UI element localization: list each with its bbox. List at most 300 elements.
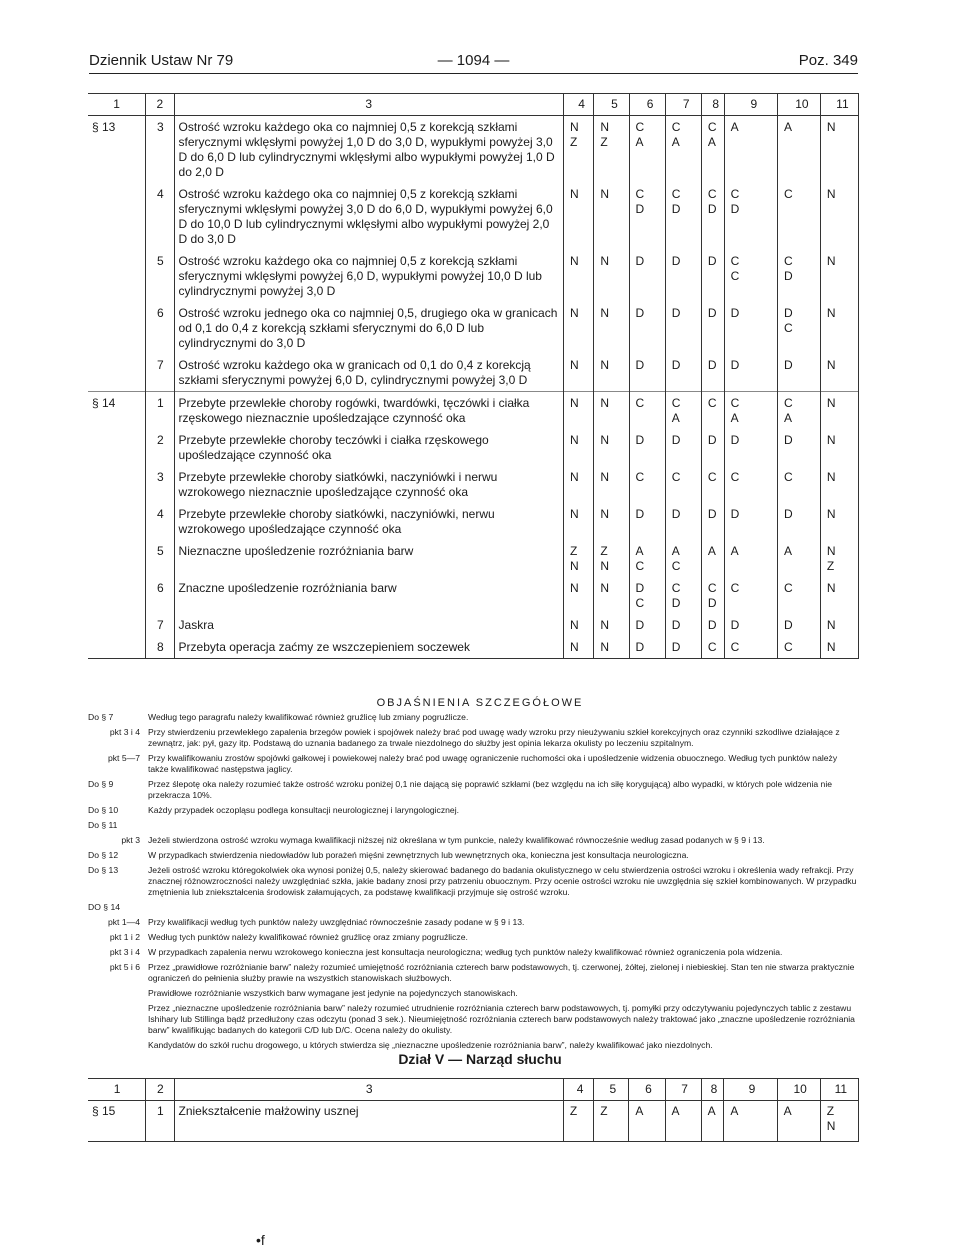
category-cell — [594, 466, 629, 503]
category-value: Z — [600, 544, 608, 558]
explanation-label: pkt 3 i 4 — [109, 947, 140, 957]
journal-title: Dziennik Ustaw Nr 79 — [89, 52, 234, 69]
category-value: N — [600, 187, 610, 201]
category-cell — [820, 429, 858, 466]
category-cell — [629, 636, 665, 659]
category-cell — [820, 614, 858, 636]
explanation-item — [88, 805, 860, 816]
table-row — [88, 466, 859, 503]
category-value: D — [635, 507, 645, 521]
category-cell — [629, 540, 665, 577]
category-value: C — [783, 187, 793, 201]
explanation-item — [88, 779, 860, 801]
category-value: N — [826, 433, 836, 447]
category-value: D — [783, 306, 793, 320]
table-row — [88, 116, 859, 184]
category-cell — [629, 614, 665, 636]
category-value: Z — [826, 1104, 835, 1118]
category-cell — [629, 250, 665, 302]
category-cell — [820, 636, 858, 659]
explanation-label: Do § 7 — [88, 712, 114, 722]
category-value: C — [707, 470, 717, 484]
category-cell — [701, 354, 724, 392]
category-value: D — [730, 358, 740, 372]
category-cell — [629, 429, 665, 466]
category-value: D — [635, 640, 645, 654]
category-value: C — [707, 396, 717, 410]
category-value: Z — [569, 544, 578, 558]
category-cell — [724, 116, 777, 184]
category-value: C — [635, 596, 645, 610]
explanation-text: Przez „prawidłowe rozróżnianie barw” należy rozumieć umiejętność rozróżniania czterech barw podstawowych, tj. czerwonej, żółtej, zielonej i niebieskiej. Stan ten nie stwarza praktycznie ograniczeń do pełnienia służby prawie na wszystkich stanowiskach służbowych. — [148, 962, 855, 983]
category-value: N — [569, 187, 579, 201]
column-number: 9 — [724, 1079, 777, 1101]
category-cell — [594, 392, 629, 430]
explanation-label — [88, 1040, 148, 1051]
category-value: N — [569, 507, 579, 521]
column-number: 11 — [820, 94, 858, 116]
category-value: D — [671, 358, 681, 372]
category-cell — [701, 1101, 724, 1142]
explanation-text: Przy kwalifikacji według tych punktów należy uwzględniać równocześnie zasady podane w § 9 i 13. — [148, 917, 525, 927]
category-value: N — [826, 358, 836, 372]
category-value: C — [730, 269, 740, 283]
category-value: C — [783, 581, 793, 595]
paragraph-cell — [88, 466, 146, 503]
category-value: C — [671, 470, 681, 484]
explanation-label: pkt 5—7 — [107, 753, 140, 763]
column-number: 8 — [701, 1079, 724, 1101]
column-number: 7 — [665, 1079, 701, 1101]
category-value: C — [730, 581, 740, 595]
table-row — [88, 503, 859, 540]
category-cell — [724, 1101, 777, 1142]
category-value: D — [707, 254, 717, 268]
category-value: D — [730, 433, 740, 447]
column-number: 10 — [777, 1079, 820, 1101]
explanation-label: Do § 12 — [88, 850, 119, 860]
category-value: Z — [826, 559, 835, 573]
requirement-text: Znaczne upośledzenie rozróżniania barw — [174, 577, 563, 614]
category-value: N — [600, 581, 610, 595]
category-cell — [777, 1101, 820, 1142]
category-value: N — [826, 544, 836, 558]
category-cell — [665, 183, 701, 250]
category-value: N — [826, 507, 836, 521]
paragraph-cell — [88, 577, 146, 614]
explanation-text: Przez ślepotę oka należy rozumieć także ostrość wzroku poniżej 0,1 nie dającą się poprawić szkłami (bez względu na ich siłę korygującą) albo wypadki, w których pole widzenia nie przekracza 10%. — [148, 779, 833, 800]
category-value: C — [783, 396, 793, 410]
category-cell — [777, 540, 820, 577]
category-value: N — [826, 187, 836, 201]
category-value: N — [569, 470, 579, 484]
category-value: A — [783, 544, 792, 558]
category-cell — [563, 540, 593, 577]
category-value: N — [826, 581, 836, 595]
paragraph-cell — [88, 183, 146, 250]
category-value: N — [826, 396, 836, 410]
category-cell — [701, 302, 724, 354]
category-value: D — [783, 358, 793, 372]
category-cell — [724, 250, 777, 302]
category-cell — [701, 392, 724, 430]
category-value: A — [783, 1104, 792, 1118]
explanation-text: Jeżeli stwierdzona ostrość wzroku wymaga kwalifikacji niższej niż określana w tym punkcie, należy kwalifikować równocześnie według zasad podanych w § 9 i 13. — [148, 835, 765, 845]
category-value: N — [569, 581, 579, 595]
category-value: N — [569, 618, 579, 632]
category-cell — [629, 354, 665, 392]
table-row — [88, 183, 859, 250]
category-value: N — [569, 396, 579, 410]
column-number: 6 — [629, 94, 665, 116]
point-cell: 1 — [146, 392, 174, 430]
category-cell — [665, 577, 701, 614]
category-cell — [701, 183, 724, 250]
explanation-label — [88, 1003, 148, 1036]
explanation-label — [88, 988, 148, 999]
paragraph-cell — [88, 302, 146, 354]
explanation-item — [88, 947, 860, 958]
category-cell — [665, 466, 701, 503]
category-value: A — [783, 411, 792, 425]
category-value: N — [600, 559, 610, 573]
table-row — [88, 302, 859, 354]
category-value: C — [730, 187, 740, 201]
category-value: A — [707, 1104, 716, 1118]
requirement-text: Zniekształcenie małżowiny usznej — [174, 1101, 563, 1142]
category-value: D — [707, 358, 717, 372]
category-value: A — [783, 120, 792, 134]
requirement-text: Ostrość wzroku każdego oka co najmniej 0,5 z korekcją szkłami sferycznymi wklęsłymi powyżej 3,0 D do 6,0 D, wypukłymi powyżej 6,0 D do 10,0 D lub cylindrycznymi wklęsłymi albo wypukłymi powyżej 2,0 D do 3,0 D — [174, 183, 563, 250]
category-cell — [594, 250, 629, 302]
explanation-item — [88, 988, 860, 999]
category-value: C — [783, 254, 793, 268]
explanation-label: Do § 11 — [88, 820, 118, 830]
explanation-text: Prawidłowe rozróżnianie wszystkich barw wymagane jest jedynie na pojedynczych stanowiskach. — [148, 988, 518, 998]
category-cell — [701, 503, 724, 540]
category-value: N — [600, 358, 610, 372]
category-value: D — [707, 306, 717, 320]
category-value: A — [671, 411, 680, 425]
hearing-table — [88, 1078, 859, 1142]
category-cell — [665, 503, 701, 540]
explanation-item — [88, 835, 860, 846]
point-cell: 6 — [157, 306, 164, 320]
category-value: D — [635, 618, 645, 632]
category-value: N — [569, 120, 579, 134]
category-value: A — [730, 120, 739, 134]
explanation-item — [88, 962, 860, 984]
category-value: Z — [569, 135, 578, 149]
column-number: 1 — [88, 1079, 146, 1101]
category-cell — [665, 116, 701, 184]
category-value: N — [600, 306, 610, 320]
category-value: D — [707, 507, 717, 521]
explanation-item — [88, 727, 860, 749]
category-value: C — [635, 120, 645, 134]
category-cell — [594, 354, 629, 392]
category-cell — [563, 354, 593, 392]
category-value: C — [671, 187, 681, 201]
category-cell — [629, 183, 665, 250]
category-value: D — [730, 618, 740, 632]
category-value: D — [783, 618, 793, 632]
explanation-item — [88, 917, 860, 928]
category-value: N — [569, 640, 579, 654]
category-value: N — [569, 306, 579, 320]
category-cell — [594, 183, 629, 250]
category-cell — [629, 577, 665, 614]
explanation-text: W przypadkach zapalenia nerwu wzrokowego konieczna jest konsultacja neurologiczna; według tych punktów należy kwalifikować również ograniczenia pola widzenia. — [148, 947, 783, 957]
point-cell: 5 — [157, 544, 164, 558]
category-value: N — [600, 433, 610, 447]
category-value: D — [730, 202, 740, 216]
category-value: D — [635, 358, 645, 372]
category-cell — [701, 614, 724, 636]
category-value: C — [783, 470, 793, 484]
category-cell — [820, 183, 858, 250]
column-numbers-row — [88, 1079, 859, 1101]
category-value: C — [635, 559, 645, 573]
category-value: C — [730, 396, 740, 410]
category-cell — [724, 354, 777, 392]
point-cell: 4 — [157, 187, 164, 201]
paragraph-cell — [88, 614, 146, 636]
category-cell — [820, 466, 858, 503]
explanation-item — [88, 712, 860, 723]
point-cell: 7 — [157, 358, 164, 372]
category-value: C — [635, 396, 645, 410]
category-value: N — [600, 396, 610, 410]
explanation-label: pkt 3 i 4 — [109, 727, 140, 737]
explanation-label: Do § 9 — [88, 779, 114, 789]
category-cell — [724, 183, 777, 250]
explanation-text: Według tego paragrafu należy kwalifikować również gruźlicę lub zmiany pogruźlicze. — [148, 712, 469, 722]
position-number: Poz. 349 — [798, 52, 858, 69]
column-number: 2 — [146, 1079, 174, 1101]
column-number: 7 — [665, 94, 701, 116]
category-value: N — [569, 433, 579, 447]
explanation-text: Przez „nieznaczne upośledzenie rozróżniania barw” należy rozumieć utrudnienie rozróżniania czterech barw podstawowych, tj. pomyłki przy odczytywaniu pojedynczych tablic z zestawu Ishihary lub Stillinga bądź przedłużony czas odczytu (ponad 3 sek.). Nieumiejętność rozróżniania czterech barw podstawowych należy traktować jako „znaczne upośledzenie rozróżniania barw” kwalifikując badanych do kategorii C/D lub D/C. Ocena należy do okulisty. — [148, 1003, 855, 1035]
category-cell — [724, 577, 777, 614]
explanation-text: Przy stwierdzeniu przewlekłego zapalenia brzegów powiek i spojówek należy brać pod uwagę wady wzroku przy nieużywaniu szkieł korekcyjnych oraz czynniki szkodliwe działające z zewnątrz, jak: pył, gazy itp. Podstawą do uznania badanego za trwale niezdolnego do służby jest opinia lekarza okulisty po leczeniu szpitalnym. — [148, 727, 840, 748]
category-value: C — [671, 396, 681, 410]
category-cell — [701, 577, 724, 614]
category-value: C — [671, 120, 681, 134]
explanations — [88, 712, 860, 1055]
category-cell — [563, 116, 593, 184]
explanation-label: Do § 10 — [88, 805, 119, 815]
category-value: C — [671, 581, 681, 595]
point-cell: 3 — [157, 470, 164, 484]
category-value: A — [671, 135, 680, 149]
category-cell — [665, 429, 701, 466]
category-value: C — [730, 470, 740, 484]
category-value: D — [671, 433, 681, 447]
category-cell — [820, 1101, 858, 1142]
table-row — [88, 540, 859, 577]
requirement-text: Przebyta operacja zaćmy ze wszczepieniem soczewek — [174, 636, 563, 659]
qualification-table — [88, 93, 859, 659]
point-cell: 6 — [157, 581, 164, 595]
category-value: A — [635, 135, 644, 149]
category-cell — [777, 577, 820, 614]
header-rule — [89, 73, 858, 74]
category-value: C — [707, 581, 717, 595]
explanation-text: Jeżeli ostrość wzroku któregokolwiek oka wynosi poniżej 0,5, należy skierować badanego do badania okulistycznego w celu stwierdzenia ostrości wzroku i określenia wady refrakcji. Przy znacznej różnowzroczności należy uwzględniać szkła, jakie badany znosi przy patrzeniu obuocznym. Przy ocenie ostrości wzroku nie uwzględnia się szkieł kombinowanych. W przypadku zmętnienia lub zniekształcenia środowisk załamujących, za podstawę kwalifikacji przyjmuje się ostrość wzroku. — [148, 865, 857, 897]
explanation-text: Według tych punktów należy kwalifikować również gruźlicę oraz zmiany pogruźlicze. — [148, 932, 468, 942]
category-value: A — [730, 411, 739, 425]
explanation-item — [88, 932, 860, 943]
category-cell — [563, 183, 593, 250]
category-value: N — [826, 640, 836, 654]
explanation-text: Kandydatów do szkół ruchu drogowego, u których stwierdza się „nieznaczne upośledzenie rozróżniania barw”, należy kwalifikować jako niezdolnych. — [148, 1040, 713, 1050]
table-row — [88, 354, 859, 392]
category-cell — [629, 392, 665, 430]
category-value: D — [671, 254, 681, 268]
table-row — [88, 636, 859, 659]
category-cell — [594, 1101, 629, 1142]
column-number: 6 — [629, 1079, 665, 1101]
page-header — [89, 52, 858, 74]
category-cell — [563, 503, 593, 540]
category-cell — [665, 614, 701, 636]
category-cell — [820, 302, 858, 354]
category-cell — [701, 429, 724, 466]
category-value: C — [635, 187, 645, 201]
category-value: C — [635, 470, 645, 484]
requirement-text: Przebyte przewlekłe choroby siatkówki, naczyniówki, nerwu wzrokowego upośledzające czynność oka — [174, 503, 563, 540]
category-cell — [724, 302, 777, 354]
requirement-text: Przebyte przewlekłe choroby rogówki, twardówki, tęczówki i ciałka rzęskowego nieznacznie upośledzające czynność oka — [174, 392, 563, 430]
table-row — [88, 392, 859, 430]
category-cell — [665, 392, 701, 430]
category-cell — [594, 429, 629, 466]
category-cell — [665, 250, 701, 302]
point-cell: 8 — [146, 636, 174, 659]
requirement-text: Przebyte przewlekłe choroby teczówki i ciałka rzęskowego upośledzające czynność oka — [174, 429, 563, 466]
category-value: N — [826, 306, 836, 320]
paragraph-cell — [88, 354, 146, 392]
category-cell — [563, 466, 593, 503]
category-cell — [777, 636, 820, 659]
column-number: 4 — [563, 94, 593, 116]
category-value: A — [730, 544, 739, 558]
category-value: N — [826, 120, 836, 134]
footer-mark: •f — [256, 1232, 265, 1248]
explanation-text — [148, 902, 860, 913]
explanation-label: pkt 3 — [121, 835, 140, 845]
category-value: C — [671, 559, 681, 573]
category-cell — [563, 392, 593, 430]
category-cell — [594, 614, 629, 636]
requirement-text: Przebyte przewlekłe choroby siatkówki, naczyniówki i nerwu wzrokowego nieznacznie upośledzające czynność oka — [174, 466, 563, 503]
category-cell — [563, 302, 593, 354]
category-value: Z — [569, 1104, 578, 1118]
category-cell — [701, 116, 724, 184]
category-value: Z — [600, 135, 608, 149]
category-cell — [777, 250, 820, 302]
table-row — [88, 429, 859, 466]
explanation-text: W przypadkach stwierdzenia niedowładów lub porażeń mięśni zewnętrznych lub wewnętrznych oka, konieczna jest konsultacja neurologiczna. — [148, 850, 689, 860]
column-number: 10 — [777, 94, 820, 116]
table-row — [88, 250, 859, 302]
category-value: D — [783, 269, 793, 283]
requirement-text: Nieznaczne upośledzenie rozróżniania barw — [174, 540, 563, 577]
category-cell — [820, 116, 858, 184]
section-title: Dział V — Narząd słuchu — [398, 1051, 562, 1067]
paragraph-cell — [88, 540, 146, 577]
category-value: N — [600, 640, 610, 654]
category-value: N — [826, 254, 836, 268]
category-value: C — [707, 120, 717, 134]
category-cell — [701, 466, 724, 503]
requirement-text: Jaskra — [174, 614, 563, 636]
category-cell — [594, 503, 629, 540]
category-cell — [563, 1101, 593, 1142]
category-value: N — [826, 618, 836, 632]
category-value: D — [671, 596, 681, 610]
requirement-text: Ostrość wzroku każdego oka co najmniej 0,5 z korekcją szkłami sferycznymi wklęsłymi powyżej 6,0 D, wypukłymi powyżej 10,0 D lub cylindrycznymi powyżej 3,0 D — [174, 250, 563, 302]
column-numbers-row — [88, 94, 859, 116]
category-cell — [724, 540, 777, 577]
column-number: 2 — [146, 94, 174, 116]
category-value: C — [730, 254, 740, 268]
column-number: 5 — [594, 1079, 629, 1101]
explanation-item — [88, 902, 860, 913]
category-cell — [724, 392, 777, 430]
category-value: D — [783, 433, 793, 447]
explanation-text — [148, 820, 860, 831]
explanation-label: pkt 1 i 2 — [109, 932, 140, 942]
requirement-text: Ostrość wzroku każdego oka co najmniej 0,5 z korekcją szkłami sferycznymi wklęsłymi powyżej 1,0 D do 3,0 D, wypukłymi powyżej 3,0 D do 6,0 D lub cylindrycznymi wklęsłymi albo wypukłymi powyżej 1,0 D do 2,0 D — [174, 116, 563, 184]
paragraph-cell: § 15 — [88, 1101, 146, 1142]
point-cell: 3 — [146, 116, 174, 184]
category-cell — [724, 466, 777, 503]
category-cell — [594, 577, 629, 614]
table-row — [88, 577, 859, 614]
category-cell — [594, 540, 629, 577]
explanation-text: Każdy przypadek oczopląsu podlega konsultacji neurologicznej i laryngologicznej. — [148, 805, 459, 815]
paragraph-cell — [88, 429, 146, 466]
explanation-label: DO § 14 — [88, 902, 121, 912]
category-value: D — [671, 202, 681, 216]
category-cell — [629, 1101, 665, 1142]
point-cell: 7 — [157, 618, 164, 632]
column-number: 4 — [563, 1079, 593, 1101]
category-value: N — [600, 120, 610, 134]
category-cell — [820, 250, 858, 302]
category-cell — [594, 636, 629, 659]
category-value: N — [826, 470, 836, 484]
category-value: D — [671, 507, 681, 521]
explanation-item — [88, 820, 860, 831]
category-cell — [629, 302, 665, 354]
paragraph-cell: § 14 — [88, 392, 146, 430]
category-value: C — [783, 640, 793, 654]
category-cell — [777, 392, 820, 430]
category-value: A — [635, 1104, 644, 1118]
category-cell — [820, 392, 858, 430]
category-cell — [665, 302, 701, 354]
category-value: C — [783, 321, 793, 335]
requirement-text: Ostrość wzroku każdego oka w granicach od 0,1 do 0,4 z korekcją szkłami sferycznymi powyżej 6,0 D, cylindrycznymi powyżej 3,0 D — [174, 354, 563, 392]
category-value: C — [707, 640, 717, 654]
explanation-item — [88, 850, 860, 861]
explanation-label: pkt 1—4 — [107, 917, 140, 927]
category-cell — [777, 466, 820, 503]
category-value: A — [707, 135, 716, 149]
